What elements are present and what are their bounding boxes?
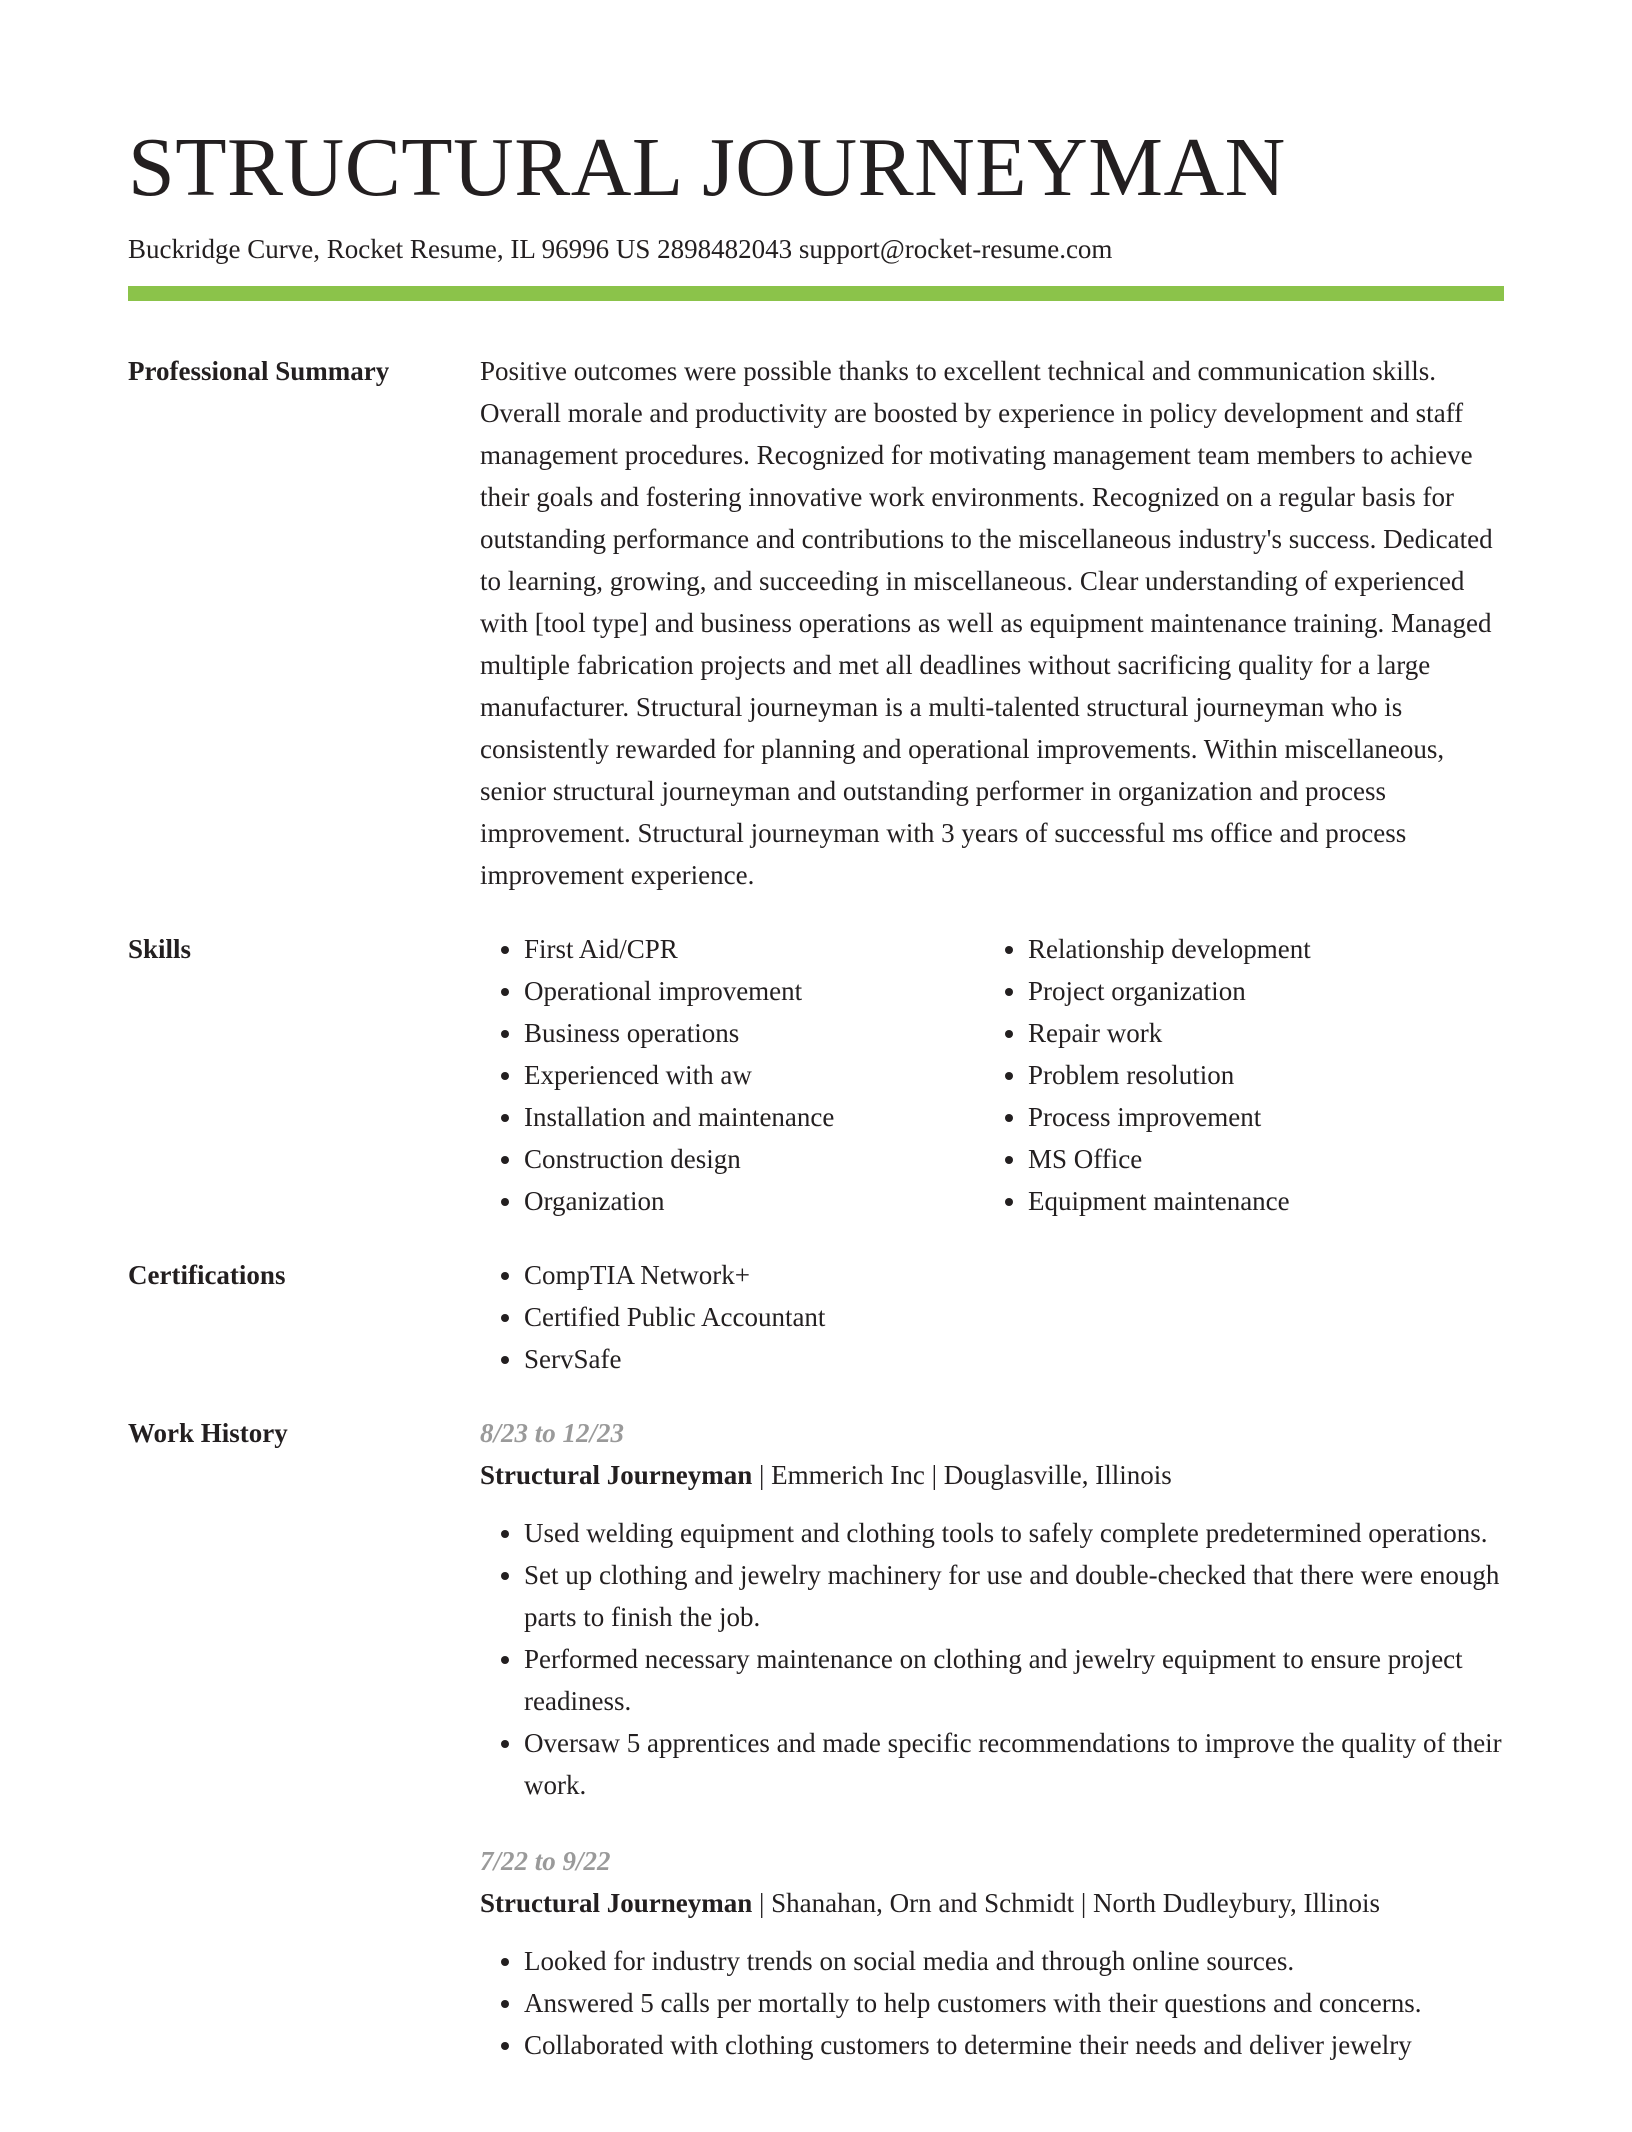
- job-dates: 7/22 to 9/22: [480, 1846, 611, 1876]
- section-body: [480, 350, 1504, 896]
- job-title: Structural Journeyman: [480, 1888, 753, 1918]
- resume-name: STRUCTURAL JOURNEYMAN: [128, 121, 1286, 214]
- job-bullets: [480, 1940, 1504, 2066]
- section-label: Work History: [128, 1418, 288, 1448]
- skills-list-right: [984, 928, 1488, 1222]
- job-bullet: • Set up clothing and jewelry machinery for use and double-checked that there were enough parts to finish the job.: [524, 1554, 1504, 1638]
- work-history-section: [128, 1412, 1504, 2100]
- resume-sections: [128, 350, 1504, 2132]
- job-bullet: • Used welding equipment and clothing tools to safely complete predetermined operations.: [524, 1512, 1504, 1554]
- job-employer-location: | Emmerich Inc | Douglasville, Illinois: [752, 1460, 1172, 1490]
- job-heading: [480, 1882, 1504, 1924]
- job-entry: [480, 1412, 1504, 1806]
- skill-item: • MS Office: [1028, 1138, 1488, 1180]
- job-employer-location: | Shanahan, Orn and Schmidt | North Dudleybury, Illinois: [752, 1888, 1380, 1918]
- skill-item: • Repair work: [1028, 1012, 1488, 1054]
- section-label: Certifications: [128, 1260, 286, 1290]
- skill-item: • Installation and maintenance: [524, 1096, 984, 1138]
- certification-item: • Certified Public Accountant: [524, 1296, 1504, 1338]
- skill-item: • First Aid/CPR: [524, 928, 984, 970]
- section-label: Professional Summary: [128, 356, 390, 386]
- skill-item: • Process improvement: [1028, 1096, 1488, 1138]
- professional-summary-section: [128, 350, 1504, 896]
- skill-item: • Problem resolution: [1028, 1054, 1488, 1096]
- certifications-section: [128, 1254, 1504, 1380]
- job-bullet: • Collaborated with clothing customers to determine their needs and deliver jewelry: [524, 2024, 1504, 2066]
- job-dates: 8/23 to 12/23: [480, 1418, 625, 1448]
- job-bullet: • Answered 5 calls per mortally to help customers with their questions and concerns.: [524, 1982, 1504, 2024]
- skill-item: • Operational improvement: [524, 970, 984, 1012]
- contact-line: Buckridge Curve, Rocket Resume, IL 96996 US 2898482043 support@rocket-resume.com: [128, 234, 1113, 264]
- skill-item: • Relationship development: [1028, 928, 1488, 970]
- job-heading: [480, 1454, 1504, 1496]
- job-title: Structural Journeyman: [480, 1460, 753, 1490]
- skills-section: [128, 928, 1504, 1222]
- section-body: [480, 1412, 1504, 2100]
- skills-list-left: [480, 928, 984, 1222]
- skill-item: • Business operations: [524, 1012, 984, 1054]
- summary-text: Positive outcomes were possible thanks to excellent technical and communication skills. Overall morale and productivity are boosted by experience in policy development and staff management procedures. Recognized for motivating management team members to achieve their goals and fostering innovative work environments. Recognized on a regular basis for outstanding performance and contributions to the miscellaneous industry's success. Dedicated to learning, growing, and succeeding in miscellaneous. Clear understanding of experienced with [tool type] and business operations as well as equipment maintenance training. Managed multiple fabrication projects and met all deadlines without sacrificing quality for a large manufacturer. Structural journeyman is a multi-talented structural journeyman who is consistently rewarded for planning and operational improvements. Within miscellaneous, senior structural journeyman and outstanding performer in organization and process improvement. Structural journeyman with 3 years of successful ms office and process improvement experience.: [480, 356, 1493, 890]
- skill-item: • Experienced with aw: [524, 1054, 984, 1096]
- job-bullet: • Performed necessary maintenance on clothing and jewelry equipment to ensure project readiness.: [524, 1638, 1504, 1722]
- section-label: Skills: [128, 934, 192, 964]
- skills-columns: [480, 928, 1504, 1222]
- job-bullet: • Oversaw 5 apprentices and made specific recommendations to improve the quality of their work.: [524, 1722, 1504, 1806]
- section-body: [480, 1254, 1504, 1380]
- header-divider: [128, 286, 1504, 301]
- job-entry: [480, 1840, 1504, 2066]
- job-bullet: • Looked for industry trends on social media and through online sources.: [524, 1940, 1504, 1982]
- job-bullets: [480, 1512, 1504, 1806]
- skill-item: • Organization: [524, 1180, 984, 1222]
- certifications-list: [480, 1254, 1504, 1380]
- certification-item: • CompTIA Network+: [524, 1254, 1504, 1296]
- skill-item: • Equipment maintenance: [1028, 1180, 1488, 1222]
- certification-item: • ServSafe: [524, 1338, 1504, 1380]
- skill-item: • Construction design: [524, 1138, 984, 1180]
- skill-item: • Project organization: [1028, 970, 1488, 1012]
